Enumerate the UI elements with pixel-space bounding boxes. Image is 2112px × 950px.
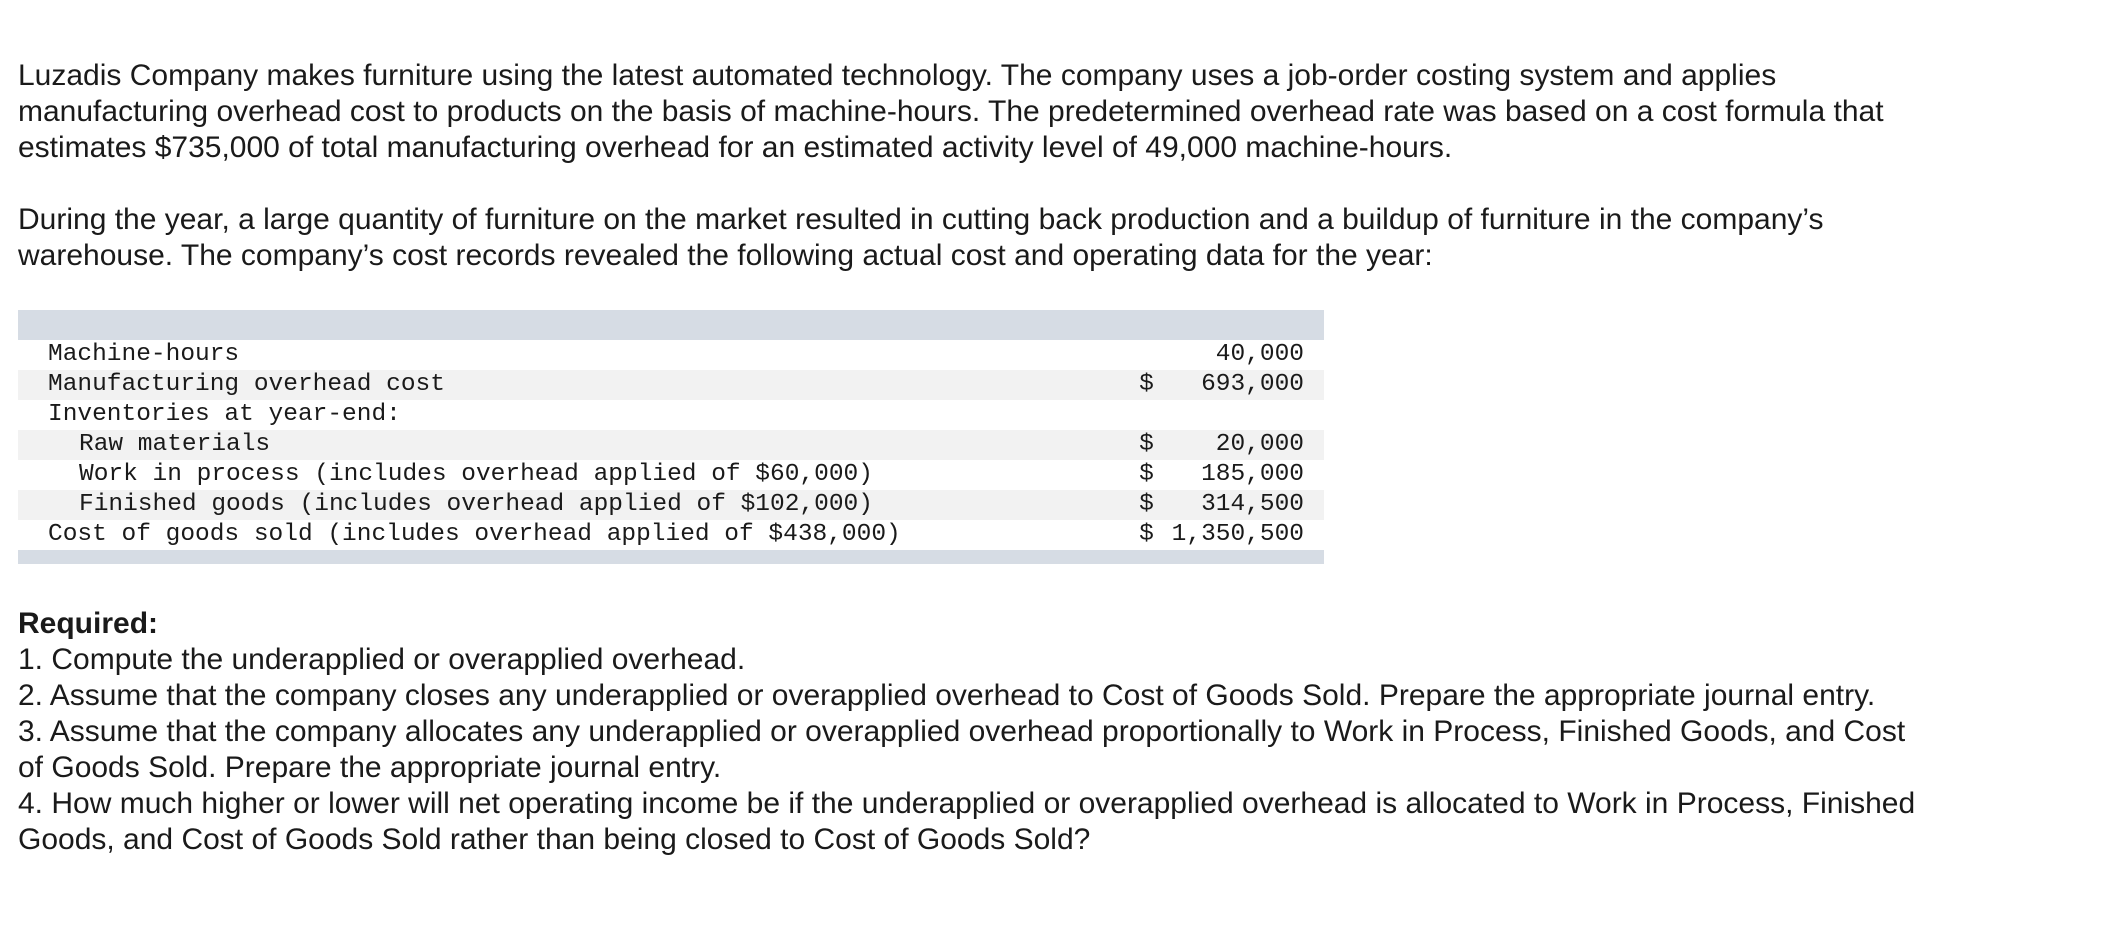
table-header-band (18, 310, 1324, 340)
row-symbol: $ (1139, 521, 1154, 548)
row-symbol: $ (1139, 430, 1172, 460)
row-value: 1,350,500 (1171, 521, 1304, 548)
row-symbol: $ (1139, 370, 1172, 400)
row-symbol: $ (1139, 490, 1172, 520)
row-value: 314,500 (1172, 490, 1324, 520)
row-label: Manufacturing overhead cost (18, 370, 1139, 400)
required-section (18, 606, 1938, 858)
required-heading: Required: (18, 607, 159, 640)
table-row (18, 370, 1324, 400)
row-symbol: $ (1139, 461, 1154, 488)
table-row (18, 520, 1324, 550)
row-label: Finished goods (includes overhead applied of $102,000) (18, 490, 1139, 520)
table-row (18, 460, 1324, 490)
row-label: Raw materials (18, 430, 1139, 460)
table-row (18, 430, 1324, 460)
row-label: Work in process (includes overhead applied of $60,000) (79, 461, 873, 488)
row-label: Inventories at year-end: (48, 401, 401, 428)
table-row (18, 490, 1324, 520)
required-item-3: 3. Assume that the company allocates any underapplied or overapplied overhead proportionally to Work in Process, Finished Goods, and Cost of Goods Sold. Prepare the appropriate journal entry. (18, 715, 1906, 784)
row-value (1172, 400, 1324, 430)
row-symbol (1139, 400, 1172, 430)
row-label: Machine-hours (48, 341, 240, 368)
intro-paragraph-1: Luzadis Company makes furniture using the latest automated technology. The company uses a job-order costing system and applies manufacturing overhead cost to products on the basis of machine-hours. The predetermined overhead rate was based on a cost formula that estimates $735,000 of total manufacturing overhead for an estimated activity level of 49,000 machine-hours. (18, 59, 1884, 164)
row-value: 185,000 (1201, 461, 1304, 488)
table-footer-band (18, 550, 1324, 564)
required-item-4: 4. How much higher or lower will net operating income be if the underapplied or overapplied overhead is allocated to Work in Process, Finished Goods, and Cost of Goods Sold rather than being closed to Cost of Goods Sold? (18, 787, 1916, 856)
row-value: 40,000 (1215, 341, 1304, 368)
table-row (18, 340, 1324, 370)
row-label: Cost of goods sold (includes overhead applied of $438,000) (48, 521, 901, 548)
intro-paragraph-2: During the year, a large quantity of furniture on the market resulted in cutting back production and a buildup of furniture in the company’s warehouse. The company’s cost records revealed the following actual cost and operating data for the year: (18, 203, 1824, 272)
problem-content (18, 58, 1938, 858)
cost-data-table (18, 310, 1324, 564)
required-item-2: 2. Assume that the company closes any underapplied or overapplied overhead to Cost of Goods Sold. Prepare the appropriate journal entry. (18, 679, 1876, 712)
cost-data-grid (18, 340, 1324, 550)
table-row (18, 400, 1324, 430)
row-value: 693,000 (1172, 370, 1324, 400)
row-symbol (1139, 340, 1172, 370)
required-item-1: 1. Compute the underapplied or overapplied overhead. (18, 643, 746, 676)
row-value: 20,000 (1172, 430, 1324, 460)
